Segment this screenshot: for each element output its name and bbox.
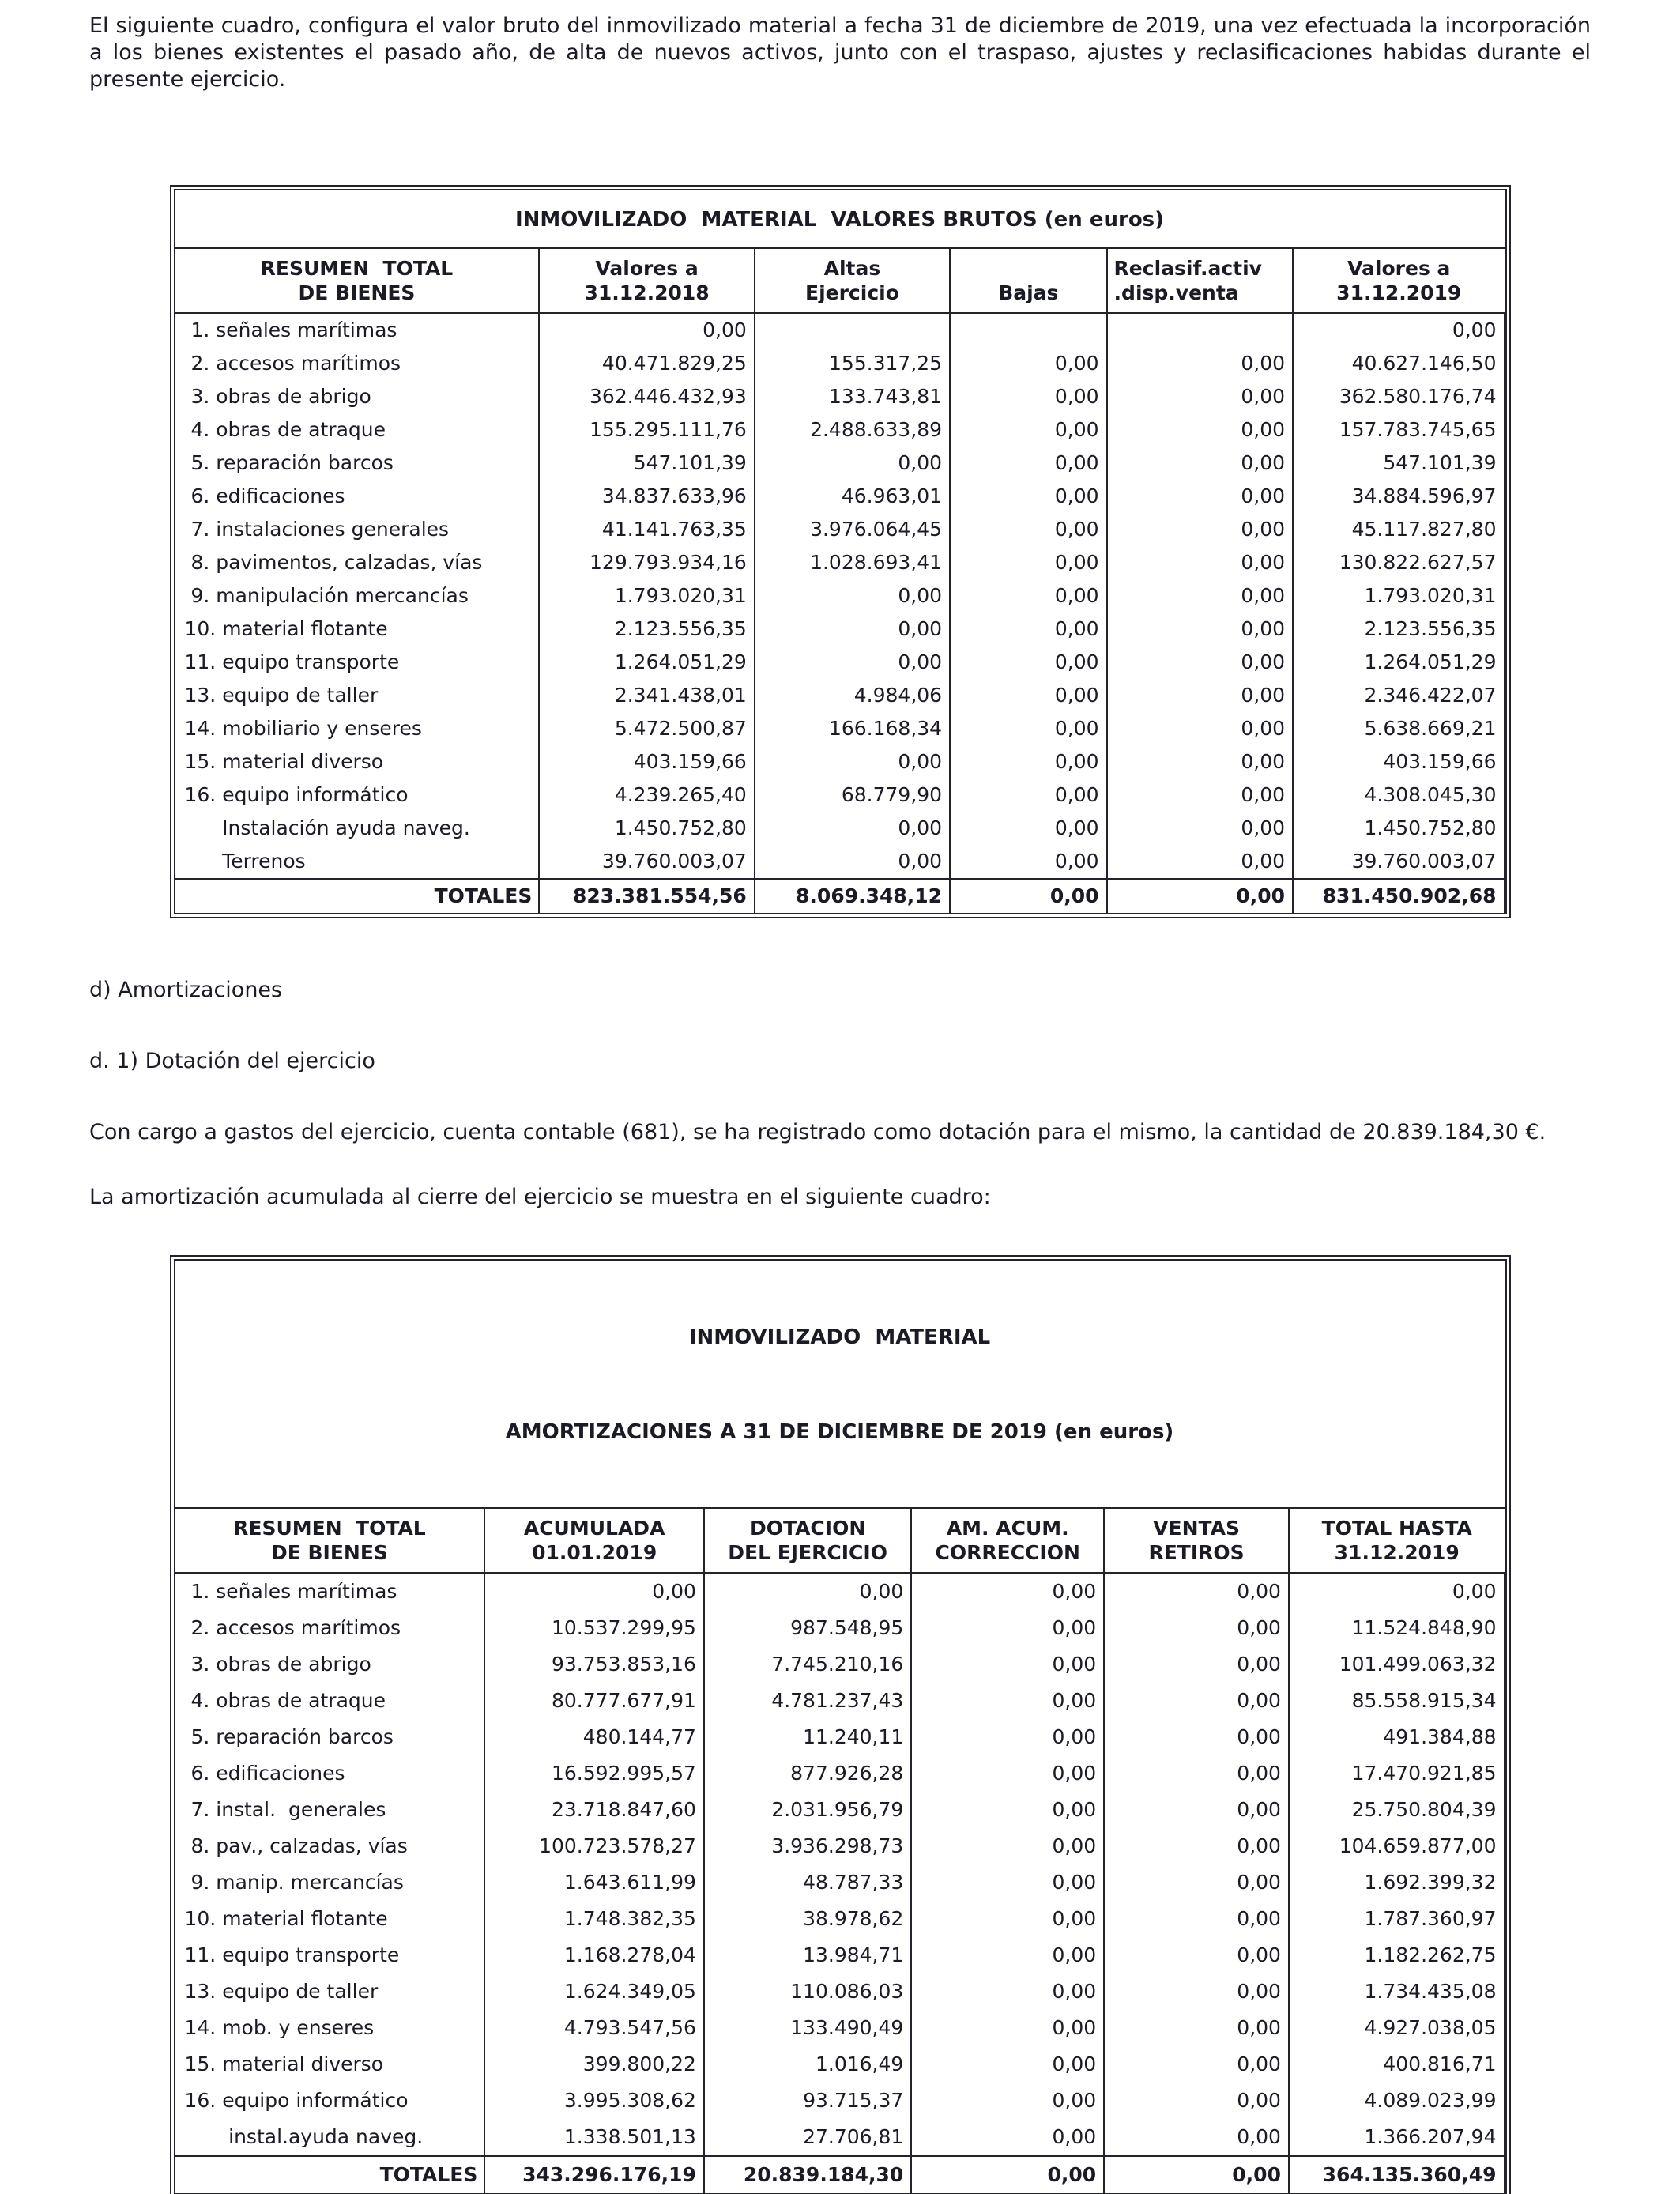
item-value: 0,00 (950, 646, 1106, 679)
item-value: 0,00 (950, 778, 1106, 812)
item-value: 1.450.752,80 (539, 812, 754, 845)
item-value: 80.777.677,91 (484, 1683, 704, 1719)
item-value: 0,00 (950, 447, 1106, 480)
item-value: 0,00 (911, 1828, 1104, 1864)
col-header-valores-2018: Valores a 31.12.2018 (539, 248, 754, 313)
item-value: 48.787,33 (704, 1864, 911, 1901)
totals-value: 343.296.176,19 (484, 2156, 704, 2193)
item-name: 7. instalaciones generales (175, 513, 540, 546)
item-value: 2.488.633,89 (755, 413, 950, 447)
totals-value: 0,00 (1104, 2156, 1289, 2193)
item-value: 2.346.422,07 (1293, 679, 1504, 712)
item-value: 0,00 (1107, 513, 1293, 546)
item-value: 0,00 (1107, 447, 1293, 480)
item-value: 4.239.265,40 (539, 778, 754, 812)
item-value: 0,00 (1104, 2119, 1289, 2156)
item-value: 45.117.827,80 (1293, 513, 1504, 546)
item-value: 362.580.176,74 (1293, 380, 1504, 413)
item-value: 0,00 (484, 1573, 704, 1610)
item-value: 68.779,90 (755, 778, 950, 812)
col-header-resumen: RESUMEN TOTAL DE BIENES (175, 1508, 485, 1573)
table-row (175, 2046, 1505, 2083)
item-value: 362.446.432,93 (539, 380, 754, 413)
totals-label: TOTALES (175, 879, 540, 913)
item-value: 0,00 (911, 1864, 1104, 1901)
item-value: 0,00 (911, 2010, 1104, 2046)
col-header-altas: Altas Ejercicio (755, 248, 950, 313)
item-value: 0,00 (1104, 1864, 1289, 1901)
item-name: 4. obras de atraque (175, 1683, 485, 1719)
item-value: 0,00 (911, 1683, 1104, 1719)
item-value: 0,00 (755, 646, 950, 679)
item-value: 547.101,39 (539, 447, 754, 480)
totals-value: 20.839.184,30 (704, 2156, 911, 2193)
item-value: 10.537.299,95 (484, 1610, 704, 1646)
item-name: instal.ayuda naveg. (175, 2119, 485, 2156)
item-value: 1.264.051,29 (1293, 646, 1504, 679)
table-row (175, 2119, 1505, 2156)
item-value: 0,00 (1107, 347, 1293, 380)
item-name: 4. obras de atraque (175, 413, 540, 447)
item-value: 41.141.763,35 (539, 513, 754, 546)
table-row (175, 1610, 1505, 1646)
item-value: 0,00 (1107, 613, 1293, 646)
totals-row (175, 2156, 1505, 2193)
totals-value: 8.069.348,12 (755, 879, 950, 913)
totals-row (175, 879, 1505, 913)
item-value: 0,00 (1104, 1937, 1289, 1973)
item-value: 0,00 (1104, 1973, 1289, 2010)
item-name: 1. señales marítimas (175, 313, 540, 347)
table-row (175, 313, 1505, 347)
item-value: 0,00 (911, 1573, 1104, 1610)
item-value: 0,00 (950, 745, 1106, 778)
intro-paragraph: El siguiente cuadro, configura el valor bruto del inmovilizado material a fecha 31 de diciembre de 2019, una vez efectuada la incorporación a los bienes existentes el pasado año, de alta de nuevos activos, junto con el traspaso, ajustes y reclasificaciones habidas durante el presente ejercicio. (89, 13, 1591, 92)
item-value: 17.470.921,85 (1289, 1755, 1505, 1792)
item-name: 10. material flotante (175, 1901, 485, 1937)
item-name: Instalación ayuda naveg. (175, 812, 540, 845)
item-value: 40.627.146,50 (1293, 347, 1504, 380)
totals-value: 0,00 (1107, 879, 1293, 913)
item-value: 39.760.003,07 (539, 845, 754, 879)
table-row (175, 413, 1505, 447)
table-row (175, 347, 1505, 380)
item-value: 13.984,71 (704, 1937, 911, 1973)
item-name: 8. pavimentos, calzadas, vías (175, 546, 540, 579)
item-value: 34.837.633,96 (539, 480, 754, 513)
table-title (175, 1261, 1505, 1508)
item-value: 40.471.829,25 (539, 347, 754, 380)
item-value: 0,00 (1104, 1719, 1289, 1755)
table-row (175, 1792, 1505, 1828)
item-value: 0,00 (1107, 579, 1293, 613)
col-header-bajas: Bajas (950, 248, 1106, 313)
item-name: 7. instal. generales (175, 1792, 485, 1828)
item-name: 15. material diverso (175, 745, 540, 778)
table-row (175, 480, 1505, 513)
item-value: 0,00 (911, 1901, 1104, 1937)
item-value: 1.450.752,80 (1293, 812, 1504, 845)
item-name: 13. equipo de taller (175, 1973, 485, 2010)
item-value: 1.624.349,05 (484, 1973, 704, 2010)
item-value: 93.753.853,16 (484, 1646, 704, 1683)
item-value: 133.490,49 (704, 2010, 911, 2046)
heading-dotacion: d. 1) Dotación del ejercicio (89, 1049, 375, 1073)
totals-value: 831.450.902,68 (1293, 879, 1504, 913)
item-value: 104.659.877,00 (1289, 1828, 1505, 1864)
table-row (175, 380, 1505, 413)
item-value: 155.317,25 (755, 347, 950, 380)
item-name: 5. reparación barcos (175, 447, 540, 480)
item-value: 0,00 (755, 613, 950, 646)
item-name: 10. material flotante (175, 613, 540, 646)
item-name: 2. accesos marítimos (175, 347, 540, 380)
item-name: 1. señales marítimas (175, 1573, 485, 1610)
item-value: 0,00 (539, 313, 754, 347)
paragraph-cierre: La amortización acumulada al cierre del ejercicio se muestra en el siguiente cuadro: (89, 1185, 991, 1209)
item-value: 0,00 (755, 812, 950, 845)
item-value: 157.783.745,65 (1293, 413, 1504, 447)
item-value: 1.787.360,97 (1289, 1901, 1505, 1937)
table-header-row (175, 248, 1505, 313)
item-value: 1.264.051,29 (539, 646, 754, 679)
item-value: 0,00 (704, 1573, 911, 1610)
item-name: 11. equipo transporte (175, 646, 540, 679)
item-value: 0,00 (911, 1792, 1104, 1828)
table-row (175, 1719, 1505, 1755)
item-value: 0,00 (1104, 1610, 1289, 1646)
heading-amortizaciones: d) Amortizaciones (89, 978, 283, 1002)
item-name: 8. pav., calzadas, vías (175, 1828, 485, 1864)
table-title-line2: AMORTIZACIONES A 31 DE DICIEMBRE DE 2019 (en euros) (505, 1420, 1174, 1444)
item-value: 0,00 (950, 513, 1106, 546)
item-value: 0,00 (755, 447, 950, 480)
item-name: 16. equipo informático (175, 778, 540, 812)
item-value: 34.884.596,97 (1293, 480, 1504, 513)
table-row (175, 712, 1505, 745)
item-name: 5. reparación barcos (175, 1719, 485, 1755)
item-value: 480.144,77 (484, 1719, 704, 1755)
item-value: 0,00 (911, 1719, 1104, 1755)
item-value: 166.168,34 (755, 712, 950, 745)
item-value: 0,00 (755, 845, 950, 879)
table-row (175, 679, 1505, 712)
item-value: 0,00 (911, 1646, 1104, 1683)
item-name: 14. mobiliario y enseres (175, 712, 540, 745)
item-name: 6. edificaciones (175, 480, 540, 513)
item-value: 0,00 (1289, 1573, 1505, 1610)
table-row (175, 745, 1505, 778)
totals-value: 0,00 (911, 2156, 1104, 2193)
item-value: 0,00 (1107, 413, 1293, 447)
item-value: 0,00 (1107, 745, 1293, 778)
item-value: 1.692.399,32 (1289, 1864, 1505, 1901)
item-value: 93.715,37 (704, 2083, 911, 2119)
item-value: 0,00 (911, 1610, 1104, 1646)
table-row (175, 613, 1505, 646)
table-row (175, 778, 1505, 812)
col-header-am-acum: AM. ACUM. CORRECCION (911, 1508, 1104, 1573)
item-value: 23.718.847,60 (484, 1792, 704, 1828)
item-value: 5.638.669,21 (1293, 712, 1504, 745)
item-value: 0,00 (1104, 1755, 1289, 1792)
item-value: 0,00 (1104, 1828, 1289, 1864)
item-value: 2.341.438,01 (539, 679, 754, 712)
col-header-valores-2019: Valores a 31.12.2019 (1293, 248, 1504, 313)
item-value: 1.338.501,13 (484, 2119, 704, 2156)
item-name: 3. obras de abrigo (175, 1646, 485, 1683)
item-value: 4.308.045,30 (1293, 778, 1504, 812)
item-value: 39.760.003,07 (1293, 845, 1504, 879)
item-value: 0,00 (1104, 1792, 1289, 1828)
table-row (175, 2010, 1505, 2046)
table-row (175, 1973, 1505, 2010)
item-value: 133.743,81 (755, 380, 950, 413)
table-row (175, 1864, 1505, 1901)
item-value: 0,00 (1107, 845, 1293, 879)
table-row (175, 546, 1505, 579)
totals-label: TOTALES (175, 2156, 485, 2193)
item-value: 1.168.278,04 (484, 1937, 704, 1973)
item-value: 85.558.915,34 (1289, 1683, 1505, 1719)
item-value: 0,00 (911, 2083, 1104, 2119)
item-value: 16.592.995,57 (484, 1755, 704, 1792)
totals-value: 0,00 (950, 879, 1106, 913)
item-value: 403.159,66 (1293, 745, 1504, 778)
item-value: 46.963,01 (755, 480, 950, 513)
item-name: 15. material diverso (175, 2046, 485, 2083)
item-value: 3.995.308,62 (484, 2083, 704, 2119)
col-header-dotacion: DOTACION DEL EJERCICIO (704, 1508, 911, 1573)
item-value: 0,00 (1107, 480, 1293, 513)
item-name: Terrenos (175, 845, 540, 879)
item-value: 7.745.210,16 (704, 1646, 911, 1683)
item-value: 0,00 (1104, 2010, 1289, 2046)
item-value: 0,00 (1107, 812, 1293, 845)
col-header-total-hasta: TOTAL HASTA 31.12.2019 (1289, 1508, 1505, 1573)
table-row (175, 2083, 1505, 2119)
item-name: 16. equipo informático (175, 2083, 485, 2119)
item-value: 0,00 (1104, 2046, 1289, 2083)
item-value: 0,00 (950, 480, 1106, 513)
item-value: 0,00 (950, 812, 1106, 845)
item-value: 0,00 (1104, 1573, 1289, 1610)
item-value: 1.182.262,75 (1289, 1937, 1505, 1973)
item-value (950, 313, 1106, 347)
table-body (175, 313, 1505, 879)
item-value: 0,00 (950, 347, 1106, 380)
item-value: 987.548,95 (704, 1610, 911, 1646)
item-value: 3.936.298,73 (704, 1828, 911, 1864)
item-value: 110.086,03 (704, 1973, 911, 2010)
item-value: 0,00 (950, 380, 1106, 413)
table-title: INMOVILIZADO MATERIAL VALORES BRUTOS (en euros) (175, 190, 1505, 248)
item-value: 0,00 (950, 679, 1106, 712)
totals-value: 823.381.554,56 (539, 879, 754, 913)
item-value: 3.976.064,45 (755, 513, 950, 546)
paragraph-dotacion: Con cargo a gastos del ejercicio, cuenta contable (681), se ha registrado como dotación para el mismo, la cantidad de 20.839.184,30 €. (89, 1120, 1546, 1144)
table-row (175, 845, 1505, 879)
table-title-line1: INMOVILIZADO MATERIAL (688, 1325, 991, 1349)
item-value: 1.643.611,99 (484, 1864, 704, 1901)
item-value: 155.295.111,76 (539, 413, 754, 447)
item-name: 13. equipo de taller (175, 679, 540, 712)
item-value: 38.978,62 (704, 1901, 911, 1937)
item-value: 1.366.207,94 (1289, 2119, 1505, 2156)
item-value: 100.723.578,27 (484, 1828, 704, 1864)
item-value (1107, 313, 1293, 347)
item-value: 101.499.063,32 (1289, 1646, 1505, 1683)
table-header-row (175, 1508, 1505, 1573)
item-value: 0,00 (911, 2119, 1104, 2156)
table-row (175, 513, 1505, 546)
item-value: 403.159,66 (539, 745, 754, 778)
item-value (755, 313, 950, 347)
table-row (175, 579, 1505, 613)
item-value: 0,00 (755, 579, 950, 613)
item-value: 4.793.547,56 (484, 2010, 704, 2046)
item-value: 1.028.693,41 (755, 546, 950, 579)
item-value: 0,00 (1293, 313, 1504, 347)
item-value: 0,00 (911, 1755, 1104, 1792)
item-name: 14. mob. y enseres (175, 2010, 485, 2046)
table-body (175, 1573, 1505, 2156)
item-value: 0,00 (950, 413, 1106, 447)
item-value: 0,00 (950, 579, 1106, 613)
table-row (175, 1901, 1505, 1937)
item-value: 0,00 (1104, 2083, 1289, 2119)
col-header-resumen: RESUMEN TOTAL DE BIENES (175, 248, 540, 313)
table-row (175, 1573, 1505, 1610)
item-name: 9. manip. mercancías (175, 1864, 485, 1901)
item-value: 0,00 (950, 845, 1106, 879)
table-row (175, 812, 1505, 845)
item-value: 4.927.038,05 (1289, 2010, 1505, 2046)
item-value: 130.822.627,57 (1293, 546, 1504, 579)
item-value: 0,00 (755, 745, 950, 778)
col-header-acumulada: ACUMULADA 01.01.2019 (484, 1508, 704, 1573)
item-value: 0,00 (950, 712, 1106, 745)
item-value: 547.101,39 (1293, 447, 1504, 480)
item-value: 2.123.556,35 (1293, 613, 1504, 646)
item-value: 4.781.237,43 (704, 1683, 911, 1719)
item-value: 0,00 (1104, 1901, 1289, 1937)
item-value: 4.984,06 (755, 679, 950, 712)
item-name: 3. obras de abrigo (175, 380, 540, 413)
item-value: 0,00 (1107, 712, 1293, 745)
item-value: 0,00 (911, 1973, 1104, 2010)
table-title-row (175, 190, 1505, 248)
item-value: 11.240,11 (704, 1719, 911, 1755)
item-name: 11. equipo transporte (175, 1937, 485, 1973)
item-value: 0,00 (911, 2046, 1104, 2083)
item-value: 399.800,22 (484, 2046, 704, 2083)
item-value: 0,00 (1104, 1646, 1289, 1683)
amortizaciones-table (170, 1255, 1511, 2194)
item-value: 0,00 (950, 546, 1106, 579)
item-value: 27.706,81 (704, 2119, 911, 2156)
item-value: 4.089.023,99 (1289, 2083, 1505, 2119)
item-value: 0,00 (1107, 778, 1293, 812)
item-value: 2.031.956,79 (704, 1792, 911, 1828)
item-value: 0,00 (911, 1937, 1104, 1973)
item-value: 0,00 (950, 613, 1106, 646)
item-value: 1.748.382,35 (484, 1901, 704, 1937)
item-value: 877.926,28 (704, 1755, 911, 1792)
item-value: 0,00 (1104, 1683, 1289, 1719)
item-value: 1.793.020,31 (1293, 579, 1504, 613)
col-header-ventas: VENTAS RETIROS (1104, 1508, 1289, 1573)
item-name: 6. edificaciones (175, 1755, 485, 1792)
table-row (175, 1683, 1505, 1719)
item-value: 0,00 (1107, 646, 1293, 679)
col-header-reclasif: Reclasif.activ .disp.venta (1107, 248, 1293, 313)
item-value: 491.384,88 (1289, 1719, 1505, 1755)
totals-value: 364.135.360,49 (1289, 2156, 1505, 2193)
valores-brutos-table (170, 185, 1511, 918)
item-value: 1.793.020,31 (539, 579, 754, 613)
item-name: 2. accesos marítimos (175, 1610, 485, 1646)
item-value: 0,00 (1107, 546, 1293, 579)
item-value: 11.524.848,90 (1289, 1610, 1505, 1646)
item-value: 400.816,71 (1289, 2046, 1505, 2083)
item-value: 5.472.500,87 (539, 712, 754, 745)
table-row (175, 1937, 1505, 1973)
item-value: 0,00 (1107, 380, 1293, 413)
table-row (175, 447, 1505, 480)
item-value: 1.734.435,08 (1289, 1973, 1505, 2010)
table-row (175, 1755, 1505, 1792)
item-value: 2.123.556,35 (539, 613, 754, 646)
item-name: 9. manipulación mercancías (175, 579, 540, 613)
item-value: 1.016,49 (704, 2046, 911, 2083)
item-value: 25.750.804,39 (1289, 1792, 1505, 1828)
table-row (175, 1828, 1505, 1864)
item-value: 0,00 (1107, 679, 1293, 712)
table-row (175, 646, 1505, 679)
table-title-row (175, 1261, 1505, 1508)
item-value: 129.793.934,16 (539, 546, 754, 579)
table-row (175, 1646, 1505, 1683)
